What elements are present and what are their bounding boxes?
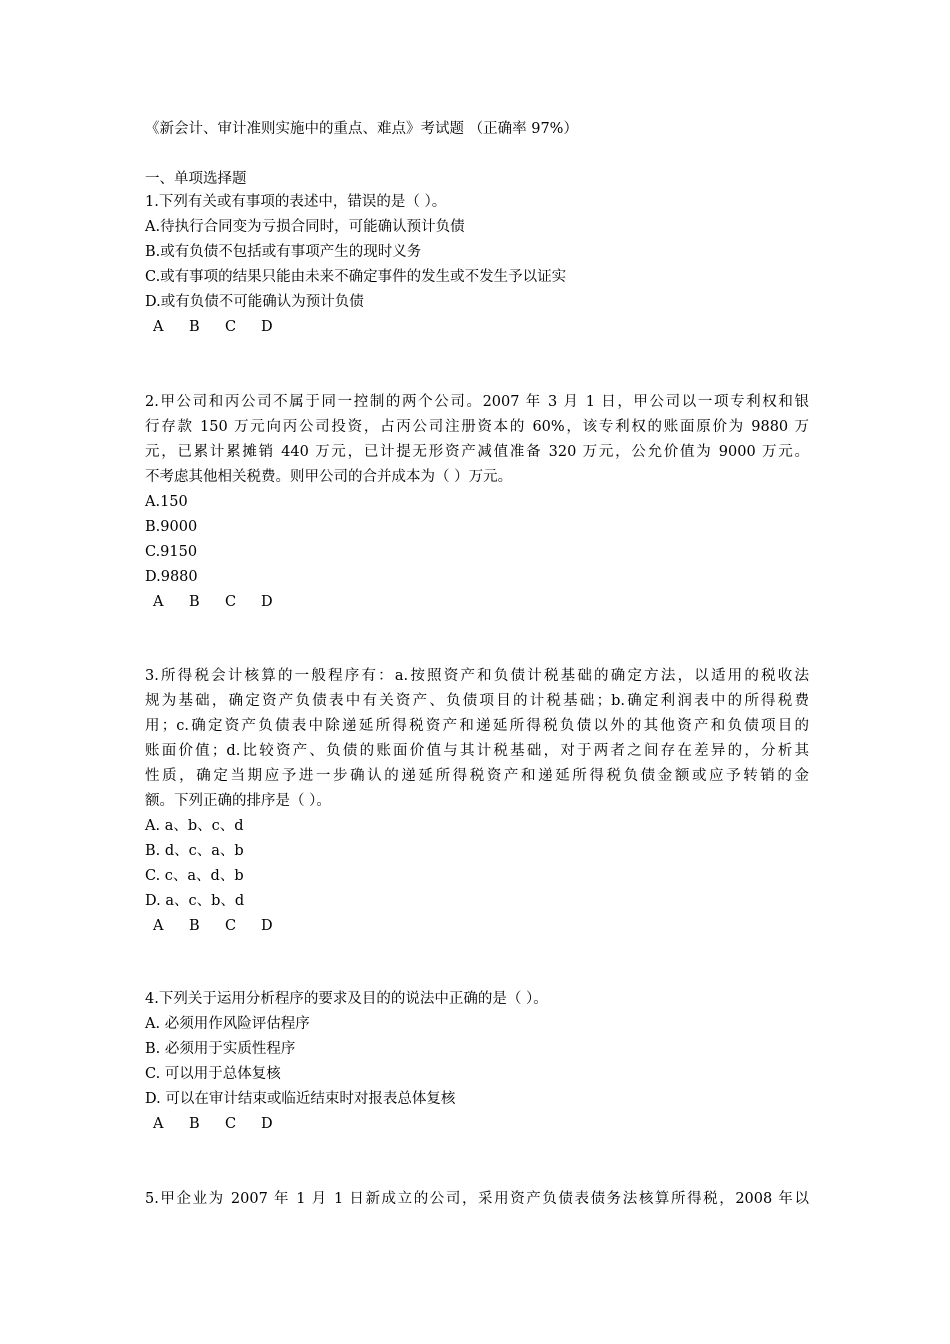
option-c: C.9150 <box>145 544 198 560</box>
question-stem: 元，已累计累摊销 440 万元，已计提无形资产减值准备 320 万元，公允价值为 9000 万元。 <box>145 444 809 460</box>
question-4 <box>145 987 809 1137</box>
section-heading: 一、单项选择题 <box>145 171 247 187</box>
answer-choice-c[interactable]: C <box>225 594 237 610</box>
option-b: B. d、c、a、b <box>145 843 244 859</box>
answer-choices <box>145 914 809 939</box>
answer-choice-a[interactable]: A <box>153 594 164 610</box>
question-stem: 1.下列有关或有事项的表述中，错误的是（ ）。 <box>145 194 447 210</box>
question-2 <box>145 390 809 615</box>
question-stem: 规为基础，确定资产负债表中有关资产、负债项目的计税基础；b.确定利润表中的所得税费 <box>145 693 809 709</box>
answer-choice-c[interactable]: C <box>225 918 237 934</box>
question-stem: 用；c.确定资产负债表中除递延所得税资产和递延所得税负债以外的其他资产和负债项目的 <box>145 718 809 734</box>
option-d: D. 可以在审计结束或临近结束时对报表总体复核 <box>145 1091 456 1107</box>
answer-choices <box>145 1112 809 1137</box>
answer-choice-b[interactable]: B <box>189 319 200 335</box>
option-a: A.待执行合同变为亏损合同时，可能确认预计负债 <box>145 219 465 235</box>
option-a: A. a、b、c、d <box>145 818 244 834</box>
answer-choice-c[interactable]: C <box>225 1116 237 1132</box>
question-stem: 5.甲企业为 2007 年 1 月 1 日新成立的公司，采用资产负债表债务法核算所得税，2008 年以 <box>145 1191 809 1207</box>
question-stem: 账面价值；d.比较资产、负债的账面价值与其计税基础，对于两者之间存在差异的，分析其 <box>145 743 809 759</box>
answer-choice-a[interactable]: A <box>153 918 164 934</box>
question-5 <box>145 1187 809 1212</box>
answer-choice-d[interactable]: D <box>261 319 273 335</box>
option-c: C. c、a、d、b <box>145 868 244 884</box>
answer-choices <box>145 590 809 615</box>
option-b: B.或有负债不包括或有事项产生的现时义务 <box>145 244 422 260</box>
option-a: A.150 <box>145 494 188 510</box>
answer-choice-b[interactable]: B <box>189 1116 200 1132</box>
option-d: D.或有负债不可能确认为预计负债 <box>145 294 364 310</box>
answer-choice-c[interactable]: C <box>225 319 237 335</box>
option-b: B. 必须用于实质性程序 <box>145 1041 296 1057</box>
question-stem: 不考虑其他相关税费。则甲公司的合并成本为（ ）万元。 <box>145 469 513 485</box>
question-stem: 4.下列关于运用分析程序的要求及目的的说法中正确的是（ ）。 <box>145 991 548 1007</box>
question-stem: 性质，确定当期应予进一步确认的递延所得税资产和递延所得税负债金额或应予转销的金 <box>145 768 809 784</box>
exam-title: 《新会计、审计准则实施中的重点、难点》考试题 （正确率 97%） <box>145 121 578 137</box>
question-stem: 行存款 150 万元向丙公司投资，占丙公司注册资本的 60%，该专利权的账面原价为 9880 万 <box>145 419 809 435</box>
question-stem: 额。下列正确的排序是（ ）。 <box>145 793 331 809</box>
answer-choice-d[interactable]: D <box>261 594 273 610</box>
option-d: D. a、c、b、d <box>145 893 245 909</box>
option-c: C. 可以用于总体复核 <box>145 1066 281 1082</box>
option-d: D.9880 <box>145 569 198 585</box>
answer-choice-b[interactable]: B <box>189 918 200 934</box>
option-c: C.或有事项的结果只能由未来不确定事件的发生或不发生予以证实 <box>145 269 567 285</box>
question-3 <box>145 664 809 939</box>
question-stem: 3.所得税会计核算的一般程序有：a.按照资产和负债计税基础的确定方法，以适用的税收法 <box>145 668 809 684</box>
option-b: B.9000 <box>145 519 198 535</box>
answer-choices <box>145 315 809 340</box>
option-a: A. 必须用作风险评估程序 <box>145 1016 310 1032</box>
answer-choice-d[interactable]: D <box>261 918 273 934</box>
answer-choice-d[interactable]: D <box>261 1116 273 1132</box>
question-stem: 2.甲公司和丙公司不属于同一控制的两个公司。2007 年 3 月 1 日，甲公司以一项专利权和银 <box>145 394 809 410</box>
answer-choice-a[interactable]: A <box>153 319 164 335</box>
answer-choice-a[interactable]: A <box>153 1116 164 1132</box>
answer-choice-b[interactable]: B <box>189 594 200 610</box>
question-1 <box>145 190 809 340</box>
